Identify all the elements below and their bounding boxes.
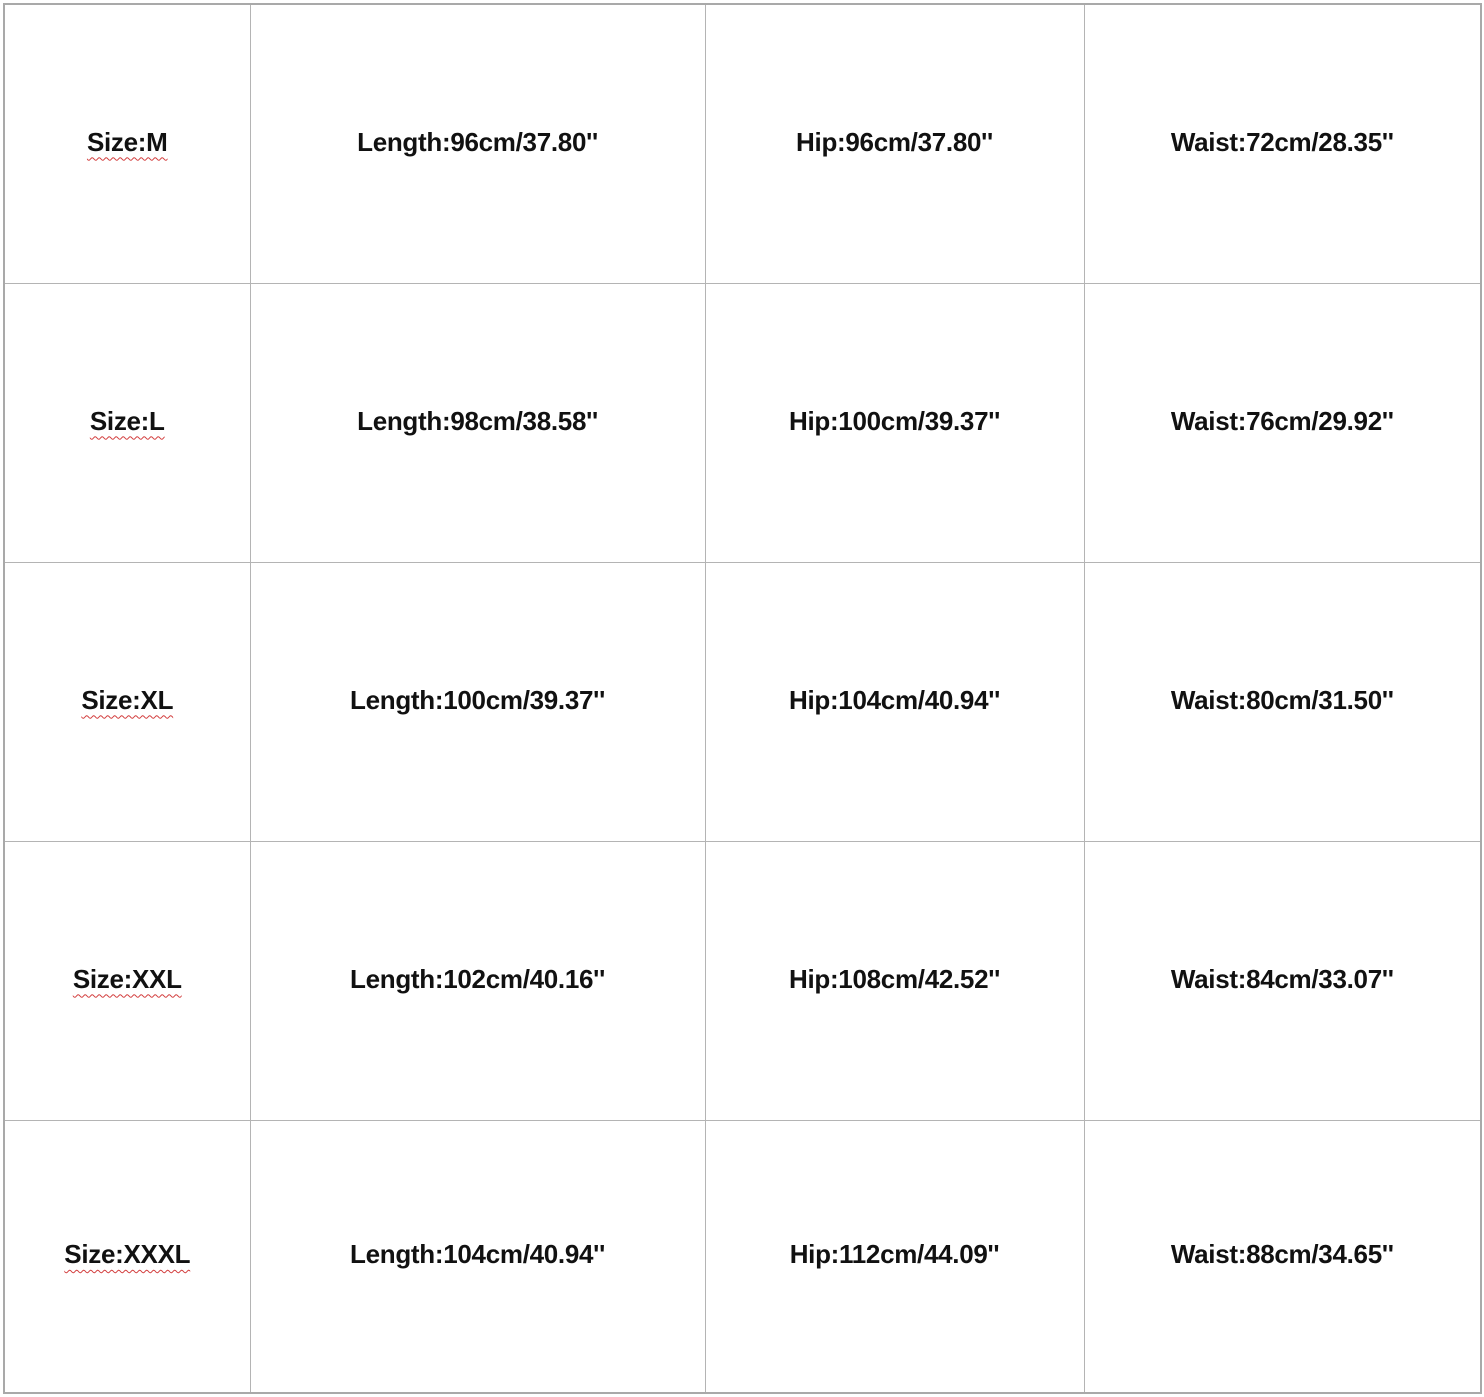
length-value: Length:100cm/39.37'' xyxy=(350,684,605,715)
size-label: Size:M xyxy=(86,126,168,157)
size-cell xyxy=(4,842,250,1121)
table-row xyxy=(4,563,1481,842)
waist-cell xyxy=(1084,1121,1481,1394)
waist-value: Waist:76cm/29.92'' xyxy=(1170,405,1394,436)
waist-value: Waist:72cm/28.35'' xyxy=(1170,126,1394,157)
hip-cell xyxy=(705,563,1084,842)
hip-value: Hip:96cm/37.80'' xyxy=(796,126,993,157)
hip-cell xyxy=(705,4,1084,284)
table-row xyxy=(4,284,1481,563)
length-value: Length:104cm/40.94'' xyxy=(350,1239,605,1269)
hip-value: Hip:104cm/40.94'' xyxy=(788,684,1001,715)
size-label: Size:XXXL xyxy=(64,1239,191,1269)
hip-cell xyxy=(705,284,1084,563)
waist-cell xyxy=(1084,563,1481,842)
length-value: Length:102cm/40.16'' xyxy=(350,963,605,994)
size-cell xyxy=(4,1121,250,1394)
length-cell xyxy=(250,563,705,842)
waist-value: Waist:80cm/31.50'' xyxy=(1170,684,1394,715)
hip-cell xyxy=(705,842,1084,1121)
size-cell xyxy=(4,563,250,842)
waist-value: Waist:84cm/33.07'' xyxy=(1170,963,1394,994)
length-value: Length:96cm/37.80'' xyxy=(357,126,598,157)
length-cell xyxy=(250,284,705,563)
length-value: Length:98cm/38.58'' xyxy=(357,405,598,436)
waist-cell xyxy=(1084,842,1481,1121)
size-cell xyxy=(4,284,250,563)
table-row xyxy=(4,842,1481,1121)
size-chart-table xyxy=(3,3,1482,1394)
hip-cell xyxy=(705,1121,1084,1394)
waist-value: Waist:88cm/34.65'' xyxy=(1170,1239,1394,1269)
waist-cell xyxy=(1084,284,1481,563)
hip-value: Hip:100cm/39.37'' xyxy=(788,405,1001,436)
size-label: Size:XL xyxy=(81,684,174,715)
length-cell xyxy=(250,842,705,1121)
length-cell xyxy=(250,4,705,284)
length-cell xyxy=(250,1121,705,1394)
size-label: Size:XXL xyxy=(72,963,182,994)
hip-value: Hip:108cm/42.52'' xyxy=(788,963,1001,994)
table-row xyxy=(4,1121,1481,1394)
hip-value: Hip:112cm/44.09'' xyxy=(789,1239,1000,1269)
size-label: Size:L xyxy=(89,405,165,436)
size-cell xyxy=(4,4,250,284)
table-row xyxy=(4,4,1481,284)
waist-cell xyxy=(1084,4,1481,284)
